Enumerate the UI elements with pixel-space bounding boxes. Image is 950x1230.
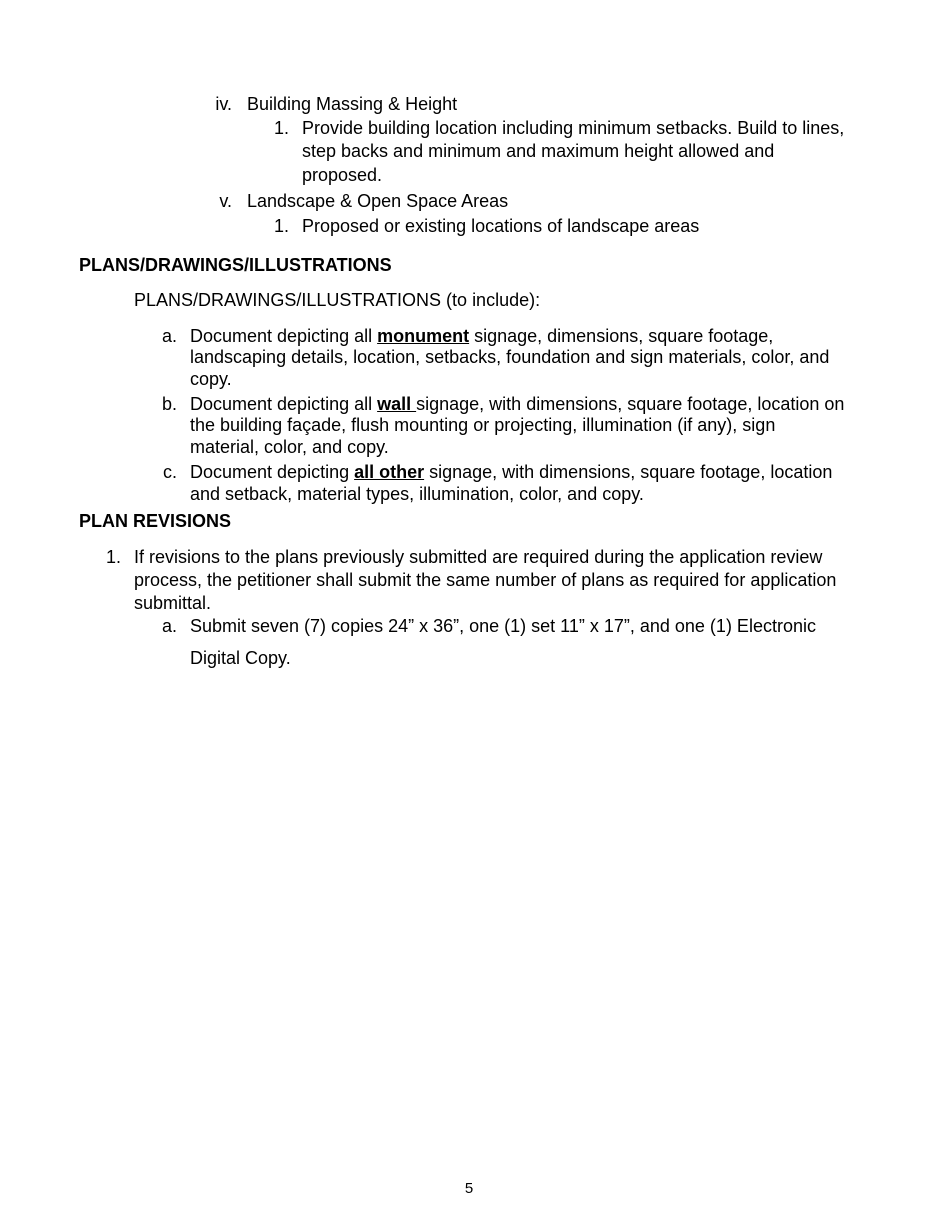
revisions-item-number: 1. (105, 547, 121, 567)
plans-item-a-line: landscaping details, location, setbacks, foundation and sign materials, color, and (190, 347, 830, 367)
massing-title: Building Massing & Height (247, 94, 458, 114)
plans-intro: PLANS/DRAWINGS/ILLUSTRATIONS (to include): (134, 290, 541, 310)
revisions-item-line: process, the petitioner shall submit the same number of plans as required for application (134, 570, 837, 590)
massing-item-line: step backs and minimum and maximum height allowed and (302, 141, 775, 161)
plans-item-c-line: and setback, material types, illumination, color, and copy. (190, 484, 644, 504)
wall-emphasis: wall (377, 394, 417, 414)
plans-item-a-line: copy. (190, 369, 232, 389)
plans-item-b-text: Document depicting all (190, 394, 378, 414)
revisions-sub-line: Digital Copy. (190, 648, 291, 668)
plans-item-c-marker: c. (162, 462, 177, 482)
plans-item-a-text: Document depicting all (190, 326, 378, 346)
roman-numeral-v: v. (219, 191, 232, 211)
revisions-heading: PLAN REVISIONS (79, 511, 232, 531)
plans-item-b-line: material, color, and copy. (190, 437, 389, 457)
plans-item-b-text: signage, with dimensions, square footage, location on (416, 394, 845, 414)
page-number: 5 (464, 1180, 474, 1197)
plans-item-b-line: the building façade, flush mounting or projecting, illumination (if any), sign (190, 415, 776, 435)
all-other-emphasis: all other (354, 462, 425, 482)
landscape-title: Landscape & Open Space Areas (247, 191, 509, 211)
plans-item-a-marker: a. (161, 326, 177, 346)
massing-item-line: Provide building location including minimum setbacks. Build to lines, (302, 118, 845, 138)
landscape-item-number: 1. (273, 216, 289, 236)
revisions-sub-marker: a. (161, 616, 177, 636)
roman-numeral-iv: iv. (215, 94, 232, 114)
landscape-item-line: Proposed or existing locations of landscape areas (302, 216, 700, 236)
plans-item-c-line (190, 461, 832, 484)
plans-item-b-line (190, 393, 844, 416)
monument-emphasis: monument (377, 326, 470, 346)
plans-item-a-line (190, 325, 773, 348)
plans-item-a-text: signage, dimensions, square footage, (469, 326, 774, 346)
massing-item-line: proposed. (302, 165, 383, 185)
plans-item-c-text: Document depicting (190, 462, 355, 482)
plans-item-c-text: signage, with dimensions, square footage, location (424, 462, 833, 482)
revisions-sub-line: Submit seven (7) copies 24” x 36”, one (1) set 11” x 17”, and one (1) Electronic (190, 616, 816, 636)
massing-item-number: 1. (273, 118, 289, 138)
plans-heading: PLANS/DRAWINGS/ILLUSTRATIONS (79, 255, 392, 275)
revisions-item-line: submittal. (134, 593, 212, 613)
revisions-item-line: If revisions to the plans previously submitted are required during the application review (134, 547, 823, 567)
plans-item-b-marker: b. (161, 394, 177, 414)
